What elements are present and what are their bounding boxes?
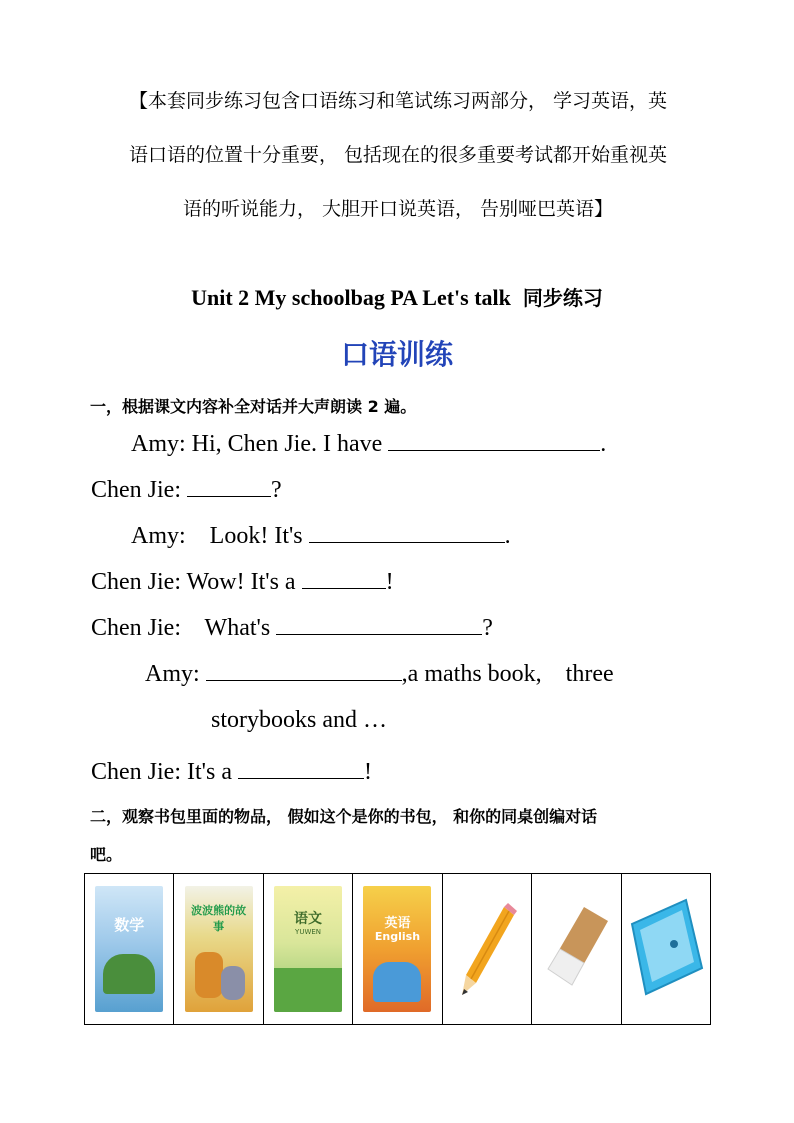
dialogue-line-5: Chen Jie: What's ?: [91, 615, 493, 641]
section-2-line-1: 二，观察书包里面的物品， 假如这个是你的书包， 和你的同桌创编对话: [90, 807, 598, 826]
intro-line-2: 语口语的位置十分重要， 包括现在的很多重要考试都开始重视英: [128, 144, 668, 166]
dialogue-line-7: storybooks and …: [211, 707, 387, 733]
pencil-box-icon: [626, 894, 706, 1004]
answer-blank[interactable]: [187, 476, 271, 497]
intro-line-3: 语的听说能力， 大胆开口说英语， 告别哑巴英语】: [182, 198, 614, 220]
item-cell-english-book: [353, 874, 442, 1024]
dialogue-line-2: Chen Jie: ?: [91, 477, 282, 503]
dialogue-line-1: Amy: Hi, Chen Jie. I have .: [131, 431, 607, 457]
chinese-book-icon: 语文 YUWEN: [274, 886, 342, 1012]
page-title: [0, 282, 794, 311]
answer-blank[interactable]: [309, 522, 505, 543]
section-2-line-2: 吧。: [90, 845, 123, 864]
item-cell-maths-book: [85, 874, 174, 1024]
pencil-icon: [452, 899, 522, 999]
item-cell-eraser: [532, 874, 621, 1024]
intro-line-1: 【本套同步练习包含口语练习和笔试练习两部分， 学习英语，英: [128, 90, 668, 112]
dialogue-line-6: Amy: ,a maths book, three: [145, 661, 614, 687]
eraser-icon: [538, 899, 614, 999]
schoolbag-items-table: [84, 873, 711, 1025]
dialogue-line-4: Chen Jie: Wow! It's a !: [91, 569, 394, 595]
answer-blank[interactable]: [388, 430, 600, 451]
item-cell-story-book: [174, 874, 263, 1024]
story-book-icon: 波波熊的故事: [185, 886, 253, 1012]
section-1-heading: 一，根据课文内容补全对话并大声朗读 2 遍。: [90, 397, 417, 416]
maths-book-icon: 数学: [95, 886, 163, 1012]
answer-blank[interactable]: [276, 614, 482, 635]
answer-blank[interactable]: [302, 568, 386, 589]
title-english: Unit 2 My schoolbag PA Let's talk: [191, 285, 511, 310]
title-chinese: 同步练习: [522, 286, 603, 310]
dialogue-line-8: Chen Jie: It's a !: [91, 759, 372, 785]
item-cell-chinese-book: [264, 874, 353, 1024]
english-book-icon: 英语 English: [363, 886, 431, 1012]
item-cell-pencil-box: [622, 874, 710, 1024]
section-subtitle: 口语训练: [340, 338, 453, 371]
answer-blank[interactable]: [238, 758, 364, 779]
dialogue-line-3: Amy: Look! It's .: [131, 523, 511, 549]
answer-blank[interactable]: [206, 660, 402, 681]
item-cell-pencil: [443, 874, 532, 1024]
